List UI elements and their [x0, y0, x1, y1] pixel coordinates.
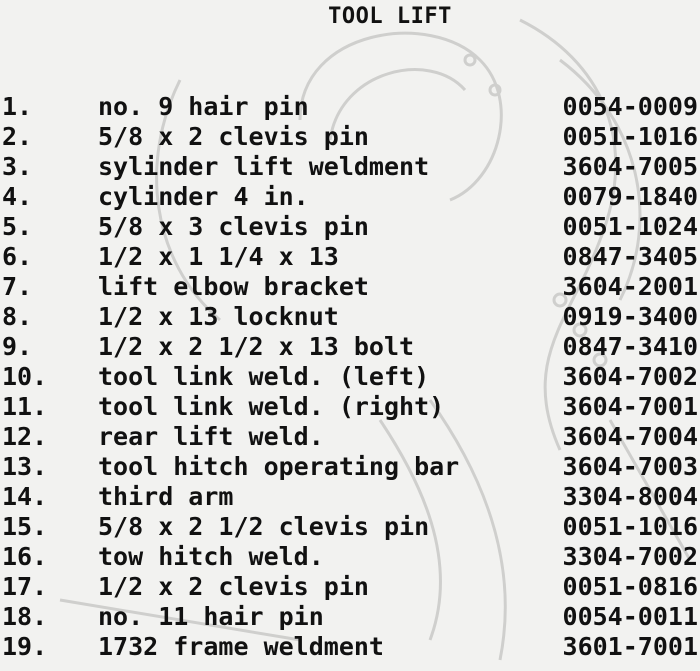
part-number: 0847-3410: [562, 332, 698, 361]
list-item: [2, 302, 698, 332]
item-number: 16.: [2, 542, 48, 571]
list-item: [2, 632, 698, 662]
item-description: sylinder lift weldment: [98, 152, 430, 181]
part-number: 3604-7004: [562, 422, 698, 451]
item-number: 18.: [2, 602, 48, 631]
item-number: 12.: [2, 422, 48, 451]
item-number: 9.: [2, 332, 33, 361]
part-number: 3604-2001: [562, 272, 698, 301]
item-number: 11.: [2, 392, 48, 421]
list-item: [2, 542, 698, 572]
item-number: 10.: [2, 362, 48, 391]
list-item: [2, 122, 698, 152]
item-number: 7.: [2, 272, 33, 301]
part-number: 0847-3405: [562, 242, 698, 271]
list-item: [2, 182, 698, 212]
list-item: [2, 332, 698, 362]
item-description: no. 11 hair pin: [98, 602, 324, 631]
item-number: 19.: [2, 632, 48, 661]
list-item: [2, 512, 698, 542]
item-description: third arm: [98, 482, 234, 511]
part-number: 3604-7002: [562, 362, 698, 391]
list-item: [2, 422, 698, 452]
item-description: 1/2 x 2 1/2 x 13 bolt: [98, 332, 415, 361]
part-number: 3604-7005: [562, 152, 698, 181]
part-number: 0051-1024: [562, 212, 698, 241]
item-number: 15.: [2, 512, 48, 541]
list-item: [2, 152, 698, 182]
item-description: no. 9 hair pin: [98, 92, 309, 121]
item-description: tool hitch operating bar: [98, 452, 460, 481]
list-item: [2, 272, 698, 302]
item-description: 1732 frame weldment: [98, 632, 384, 661]
item-description: tool link weld. (left): [98, 362, 430, 391]
part-number: 0079-1840: [562, 182, 698, 211]
item-number: 4.: [2, 182, 33, 211]
item-number: 6.: [2, 242, 33, 271]
list-item: [2, 92, 698, 122]
list-item: [2, 482, 698, 512]
part-number: 0919-3400: [562, 302, 698, 331]
item-description: 1/2 x 2 clevis pin: [98, 572, 369, 601]
part-number: 0051-0816: [562, 572, 698, 601]
item-description: tow hitch weld.: [98, 542, 324, 571]
part-number: 3604-7001: [562, 392, 698, 421]
list-item: [2, 572, 698, 602]
item-description: lift elbow bracket: [98, 272, 369, 301]
item-description: rear lift weld.: [98, 422, 324, 451]
item-description: cylinder 4 in.: [98, 182, 309, 211]
parts-list: [2, 92, 698, 662]
item-number: 17.: [2, 572, 48, 601]
list-item: [2, 392, 698, 422]
part-number: 0051-1016: [562, 512, 698, 541]
item-description: 5/8 x 3 clevis pin: [98, 212, 369, 241]
item-description: 1/2 x 1 1/4 x 13: [98, 242, 339, 271]
item-number: 14.: [2, 482, 48, 511]
item-number: 13.: [2, 452, 48, 481]
list-item: [2, 362, 698, 392]
item-description: 1/2 x 13 locknut: [98, 302, 339, 331]
list-item: [2, 242, 698, 272]
part-number: 3304-7002: [562, 542, 698, 571]
page-title: TOOL LIFT: [328, 4, 452, 29]
item-number: 5.: [2, 212, 33, 241]
item-description: 5/8 x 2 1/2 clevis pin: [98, 512, 430, 541]
item-description: 5/8 x 2 clevis pin: [98, 122, 369, 151]
list-item: [2, 602, 698, 632]
list-item: [2, 212, 698, 242]
item-number: 1.: [2, 92, 33, 121]
part-number: 0054-0011: [562, 602, 698, 631]
list-item: [2, 452, 698, 482]
item-description: tool link weld. (right): [98, 392, 445, 421]
part-number: 3601-7001: [562, 632, 698, 661]
part-number: 3304-8004: [562, 482, 698, 511]
part-number: 0051-1016: [562, 122, 698, 151]
part-number: 0054-0009: [562, 92, 698, 121]
item-number: 3.: [2, 152, 33, 181]
item-number: 8.: [2, 302, 33, 331]
part-number: 3604-7003: [562, 452, 698, 481]
item-number: 2.: [2, 122, 33, 151]
